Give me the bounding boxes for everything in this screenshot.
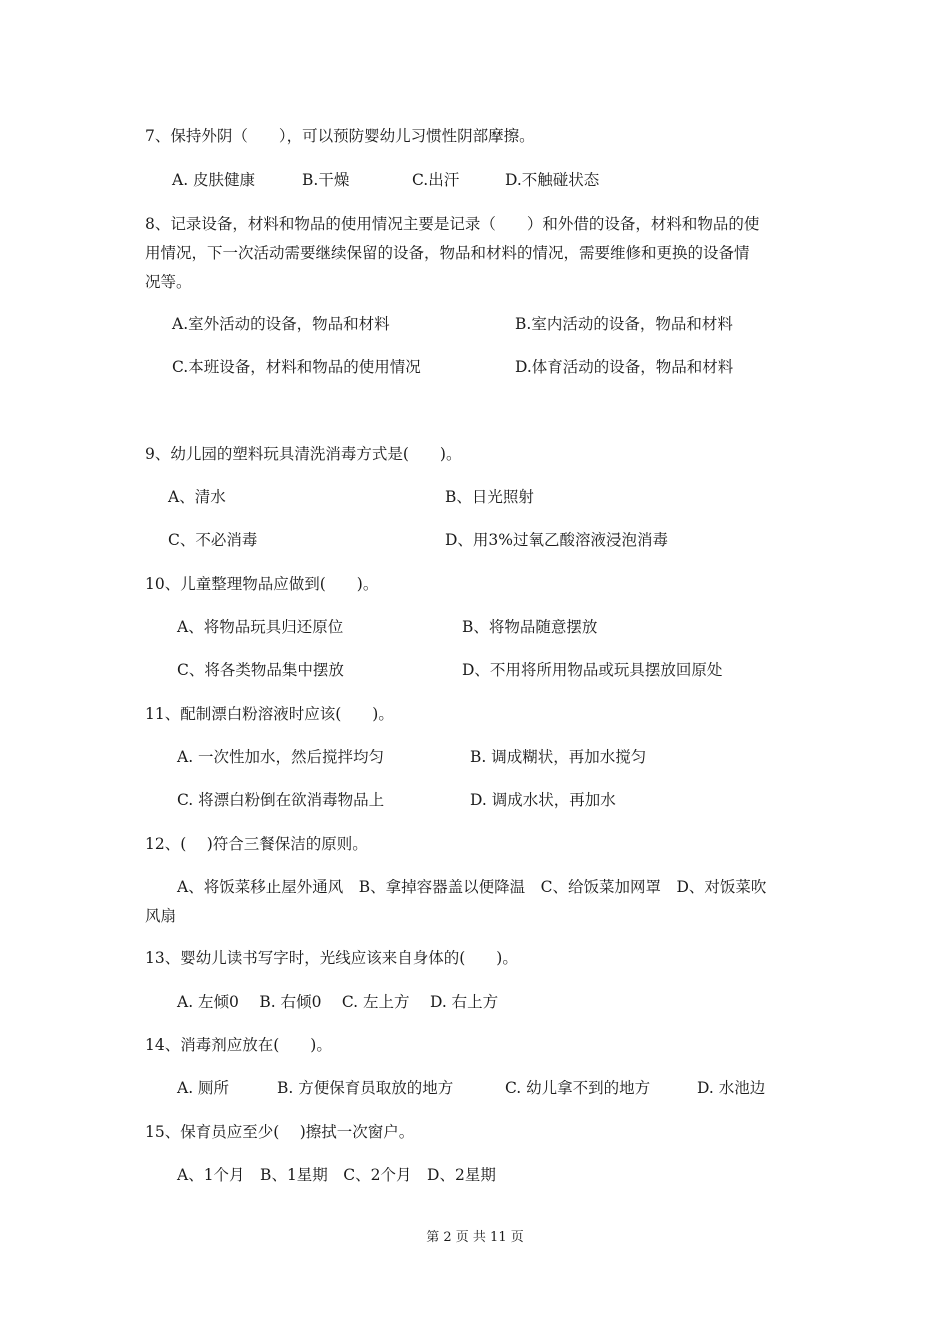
q7-option-b: B.干燥 [302, 171, 350, 189]
q10-option-d: D、不用将所用物品或玩具摆放回原处 [462, 661, 723, 679]
q7-option-c: C.出汗 [412, 171, 460, 189]
q13-options: A. 左倾0 B. 右倾0 C. 左上方 D. 右上方 [177, 993, 499, 1011]
q8-option-b: B.室内活动的设备，物品和材料 [515, 315, 733, 333]
q11-option-d: D. 调成水状，再加水 [470, 791, 616, 809]
q13-stem: 13、婴幼儿读书写字时，光线应该来自身体的( )。 [145, 949, 518, 967]
q10-stem: 10、儿童整理物品应做到( )。 [145, 575, 379, 593]
q8-stem-line2: 用情况，下一次活动需要继续保留的设备，物品和材料的情况，需要维修和更换的设备情 [145, 244, 750, 262]
q14-option-d: D. 水池边 [697, 1079, 766, 1097]
q9-stem: 9、幼儿园的塑料玩具清洗消毒方式是( )。 [145, 445, 462, 463]
q11-option-c: C. 将漂白粉倒在欲消毒物品上 [177, 791, 385, 809]
q7-option-d: D.不触碰状态 [505, 171, 600, 189]
q11-stem: 11、配制漂白粉溶液时应该( )。 [145, 705, 394, 723]
q7-option-a: A. 皮肤健康 [172, 171, 256, 189]
q10-option-b: B、将物品随意摆放 [462, 618, 598, 636]
q14-option-a: A. 厕所 [177, 1079, 230, 1097]
q9-option-b: B、日光照射 [445, 488, 534, 506]
q14-option-c: C. 幼儿拿不到的地方 [505, 1079, 651, 1097]
q15-options: A、1个月 B、1星期 C、2个月 D、2星期 [177, 1166, 496, 1184]
q9-option-a: A、清水 [168, 488, 226, 506]
q9-option-d: D、用3%过氧乙酸溶液浸泡消毒 [445, 531, 669, 549]
q14-stem: 14、消毒剂应放在( )。 [145, 1036, 332, 1054]
q14-option-b: B. 方便保育员取放的地方 [277, 1079, 454, 1097]
page-number-footer: 第 2 页 共 11 页 [426, 1230, 524, 1245]
q8-option-d: D.体育活动的设备，物品和材料 [515, 358, 734, 376]
q7-stem: 7、保持外阴（ ），可以预防婴幼儿习惯性阴部摩擦。 [145, 127, 535, 145]
q8-stem-line1: 8、记录设备，材料和物品的使用情况主要是记录（ ）和外借的设备，材料和物品的使 [145, 215, 760, 233]
q12-stem: 12、( )符合三餐保洁的原则。 [145, 835, 368, 853]
q10-option-c: C、将各类物品集中摆放 [177, 661, 344, 679]
q9-option-c: C、不必消毒 [168, 531, 258, 549]
q10-option-a: A、将物品玩具归还原位 [177, 618, 344, 636]
q12-options-line1: A、将饭菜移止屋外通风 B、拿掉容器盖以便降温 C、给饭菜加网罩 D、对饭菜吹 [177, 878, 767, 896]
q11-option-b: B. 调成糊状，再加水搅匀 [470, 748, 647, 766]
q8-option-a: A.室外活动的设备，物品和材料 [172, 315, 390, 333]
q15-stem: 15、保育员应至少( )擦拭一次窗户。 [145, 1123, 415, 1141]
q8-stem-line3: 况等。 [145, 273, 192, 291]
q11-option-a: A. 一次性加水，然后搅拌均匀 [177, 748, 385, 766]
q8-option-c: C.本班设备，材料和物品的使用情况 [172, 358, 421, 376]
q12-options-line2: 风扇 [145, 907, 177, 925]
